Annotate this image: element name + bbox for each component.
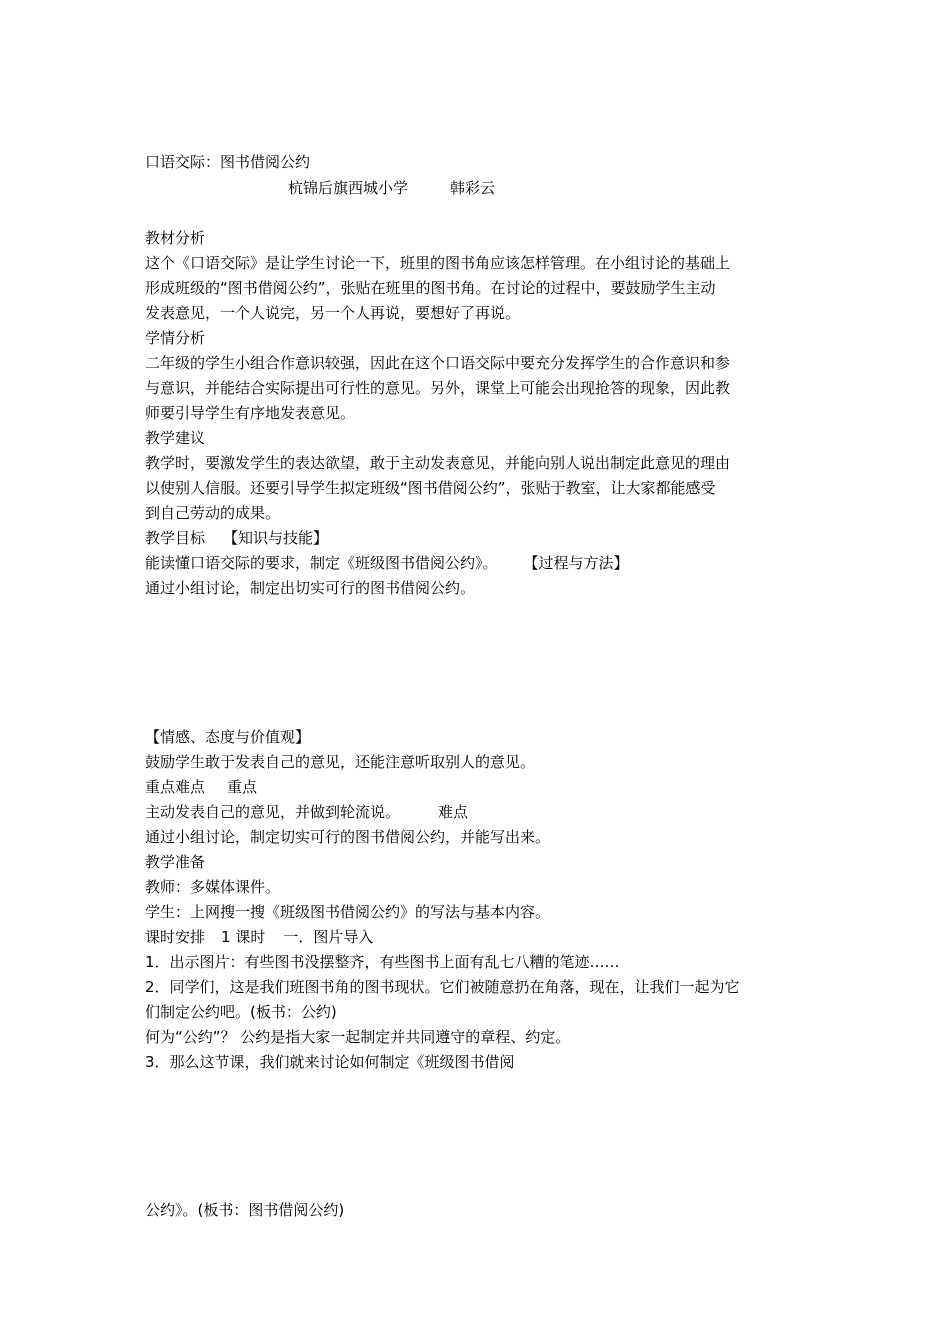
step-line: 们制定公约吧。(板书：公约) (145, 1003, 337, 1021)
advice-heading: 教学建议 (145, 429, 206, 447)
goals-knowledge-text: 能读懂口语交际的要求，制定《班级图书借阅公约》。 (145, 554, 498, 572)
key-heading: 重点难点 (145, 778, 206, 796)
key-point-text: 主动发表自己的意见，并做到轮流说。 (145, 803, 401, 821)
school-name: 杭锦后旗西城小学 (288, 179, 409, 197)
author-line (288, 178, 495, 198)
goals-process-text: 通过小组讨论，制定出切实可行的图书借阅公约。 (145, 579, 476, 597)
schedule-hours: 1 课时 (221, 928, 266, 946)
step-line: 2．同学们，这是我们班图书角的图书现状。它们被随意扔在角落，现在，让我们一起为它 (145, 978, 740, 996)
student-line: 师要引导学生有序地发表意见。 (145, 404, 356, 422)
goals-line (145, 528, 328, 548)
student-line: 与意识，并能结合实际提出可行性的意见。另外，课堂上可能会出现抢答的现象，因此教 (145, 379, 731, 397)
goals-process-label: 【过程与方法】 (523, 554, 629, 572)
author-name: 韩彩云 (450, 179, 496, 197)
goals-knowledge-label: 【知识与技能】 (223, 529, 329, 547)
goals-emotion-label: 【情感、态度与价值观】 (145, 728, 311, 746)
goals-knowledge-line (145, 553, 629, 573)
analysis-line: 发表意见，一个人说完，另一个人再说，要想好了再说。 (145, 304, 521, 322)
difficulty-label: 难点 (438, 803, 469, 821)
analysis-line: 这个《口语交际》是让学生讨论一下，班里的图书角应该怎样管理。在小组讨论的基础上 (145, 254, 731, 272)
continued-line: 公约》。(板书：图书借阅公约) (145, 1201, 345, 1219)
analysis-line: 形成班级的“图书借阅公约”，张贴在班里的图书角。在讨论的过程中，要鼓励学生主动 (145, 279, 716, 297)
step-line: 1．出示图片：有些图书没摆整齐，有些图书上面有乱七八糟的笔迹…… (145, 953, 620, 971)
student-heading: 学情分析 (145, 329, 206, 347)
advice-line: 到自己劳动的成果。 (145, 504, 281, 522)
schedule-line (145, 927, 373, 947)
key-point-label: 重点 (227, 778, 258, 796)
schedule-heading: 课时安排 (145, 928, 206, 946)
step-line: 何为“公约”？ 公约是指大家一起制定并共同遵守的章程、约定。 (145, 1028, 571, 1046)
key-point-line (145, 802, 468, 822)
prep-student: 学生：上网搜一搜《班级图书借阅公约》的写法与基本内容。 (145, 903, 551, 921)
analysis-heading: 教材分析 (145, 229, 206, 247)
prep-heading: 教学准备 (145, 853, 206, 871)
difficulty-text: 通过小组讨论，制定切实可行的图书借阅公约，并能写出来。 (145, 828, 551, 846)
document-title: 口语交际：图书借阅公约 (145, 153, 311, 171)
step-line: 3．那么这节课，我们就来讨论如何制定《班级图书借阅 (145, 1053, 515, 1071)
step-one-title: 一．图片导入 (283, 928, 374, 946)
prep-teacher: 教师：多媒体课件。 (145, 878, 281, 896)
advice-line: 以使别人信服。还要引导学生拟定班级“图书借阅公约”，张贴于教室，让大家都能感受 (145, 479, 716, 497)
student-line: 二年级的学生小组合作意识较强，因此在这个口语交际中要充分发挥学生的合作意识和参 (145, 354, 731, 372)
goals-heading: 教学目标 (145, 529, 206, 547)
key-line (145, 777, 257, 797)
advice-line: 教学时，要激发学生的表达欲望，敢于主动发表意见，并能向别人说出制定此意见的理由 (145, 454, 731, 472)
goals-emotion-text: 鼓励学生敢于发表自己的意见，还能注意听取别人的意见。 (145, 753, 536, 771)
